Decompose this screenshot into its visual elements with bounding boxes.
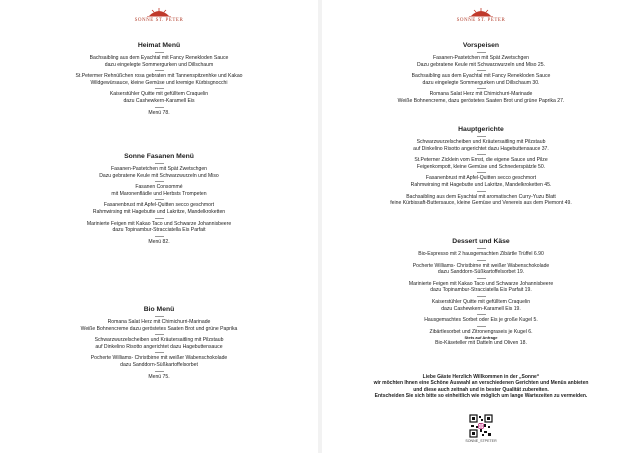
dish-line: dazu Cashewkern-Karamell Eis 19. [441, 305, 521, 312]
divider [477, 136, 486, 137]
dish-line: Bio-Espresso mit 2 hausgemachten Zibärtle Trüffel 6.90 [418, 251, 544, 257]
dish-line: Fasanenbrust mit Apfel-Quitten secco geschmort [425, 175, 537, 182]
dish-line: Bachsaibling aus dem Eyachtal mit aromatischen Curry-Yuzu Blatt [406, 193, 556, 200]
sun-logo-icon [468, 8, 494, 17]
divider [155, 218, 164, 219]
dish-line: dazu Topinambur-Stracciatella Eis Parfait [112, 227, 206, 234]
sun-logo-icon [146, 8, 172, 17]
dish-line: Wildgewürsauce, kleine Gemüse und kremige Kürbisgnocchi [90, 79, 228, 86]
dish-line: dazu eingelegte Sommergurken und Dillschaum 30. [422, 79, 540, 86]
left-menu-page [0, 0, 318, 453]
dish-line: Dazu gebratene Keule mit Schwarzwurzeln und Miso 25. [417, 61, 545, 68]
welcome-line: und diese auch zeitnah und in bester Qualität zubereiten. [413, 386, 549, 393]
section-title: Bio Menü [143, 306, 175, 313]
dish-line: Bachsaibling aus dem Eyachtal mit Fancy Renekloden Sauce [89, 55, 229, 61]
dish-line: Romana Salat Herz mit Chimichurri-Marinade [107, 319, 211, 325]
dish-line: Pocherte Williams- Christbirne mit weißer Wabenschokolade [412, 262, 550, 269]
dish-line: Fasanen-Pastetchen mit Spät Zwetschgen [111, 166, 207, 172]
dish-line: auf Dinkelino Risotto angerichtet dazu Hagebuttensauce [95, 343, 223, 350]
section-title: Hauptgerichte [458, 126, 504, 133]
logo [322, 8, 640, 23]
dish-line: Schwarzwurzelscheiben und Kräutersaitling mit Pilzstaub [94, 337, 224, 344]
section-title: Vorspeisen [462, 42, 500, 49]
divider [477, 70, 486, 71]
brand-name: SONNE ST. PETER [134, 18, 184, 23]
dish-line: Pocherte Williams- Christbirne mit weißer Wabenschokolade [90, 355, 228, 362]
section-title: Heimat Menü [137, 42, 181, 49]
instagram-qr-block [322, 414, 640, 443]
divider [477, 278, 486, 279]
divider [477, 191, 486, 192]
divider [155, 334, 164, 335]
dish-line: Kaiserstühler Quitte mit gefülltem Craquelin [109, 91, 209, 98]
dish-line: St.Petermer Rehnüßchen rosa gebraten mit Tannenspitzenhke und Kakao [75, 73, 243, 80]
fasanen-menu-section [0, 153, 318, 245]
availability-note: Stets auf Anfrage [464, 335, 498, 341]
divider [155, 181, 164, 182]
divider [155, 316, 164, 317]
divider [477, 154, 486, 155]
dish-line: Bio-Käseteller mit Datteln und Oliven 18. [435, 340, 527, 347]
dish-line: feine Kürbissaft-Buttersauce, kleine Gemüse und Venereis aus dem Piemont 49. [390, 200, 572, 207]
divider [155, 199, 164, 200]
dish-line: Bachsaibling aus dem Eyachtal mit Fancy Renekloden Sauce [411, 73, 551, 80]
dish-line: Schwarzwurzelscheiben und Kräutersaitling mit Pilzstaub [416, 139, 546, 145]
dessert-section [322, 238, 640, 347]
hauptgerichte-section [322, 126, 640, 207]
dish-line: Marinierte Feigen mit Kakao Taco und Schwarze Johannisbeere [408, 280, 554, 287]
divider [477, 296, 486, 297]
welcome-line: Entscheiden Sie sich bitte so einheitlich wie möglich um lange Wartezeiten zu vermeiden. [374, 392, 588, 399]
dish-line: Feigenkompott, kleine Gemüse und Schnederspätzle 50. [416, 163, 546, 170]
dish-line: Romana Salat Herz mit Chimichurri-Marinade [429, 91, 533, 98]
divider [477, 248, 486, 249]
dish-line: St.Peterner Zicklein vom Ernst, die eigene Sauce und Pilze [414, 157, 548, 164]
divider [155, 371, 164, 372]
dish-line: Kaiserstühler Quitte mit gefülltem Craquelin [431, 298, 531, 305]
divider [155, 52, 164, 53]
dish-line: Hausgemachtes Sorbet oder Eis je große Kugel 5. [424, 317, 538, 324]
divider [477, 314, 486, 315]
section-title: Sonne Fasanen Menü [124, 153, 194, 160]
divider [477, 52, 486, 53]
dish-line: mit Maronenflädle und Herbsts Trompeten [111, 190, 207, 197]
menu-price: Menü 82. [148, 238, 170, 245]
dish-line: dazu Topinambur-Stracciatella Eis Parfait 19. [430, 287, 532, 294]
dish-line: dazu Sanddorn-Süßkartoffelsorbet 19. [437, 269, 525, 276]
dish-line: auf Dinkelino Risotto angerichtet dazu Hagebuttensauce 37. [413, 145, 549, 152]
dish-line: Fasanen-Pastetchen mit Spät Zwetschgen [433, 55, 529, 61]
divider [155, 163, 164, 164]
brand-name: SONNE ST. PETER [456, 18, 506, 23]
divider [155, 88, 164, 89]
dish-line: dazu Cashewkern-Karamell Eis [123, 97, 195, 104]
divider [477, 260, 486, 261]
logo [0, 8, 318, 23]
dish-line: Dazu gebratene Keule mit Schwarzwurzeln und Miso [99, 172, 219, 179]
dish-line: Fasanenbrust mit Apfel-Quitten secco geschmort [103, 202, 215, 209]
menu-price: Menü 75. [148, 373, 170, 380]
bio-menu-section [0, 306, 318, 380]
dish-line: Weiße Bohnencreme, dazu geröstetes Saaten Brot und grüne Paprika 27. [397, 97, 565, 104]
heimat-menu-section [0, 42, 318, 116]
dish-line: Fasanen Consommé [135, 184, 183, 191]
divider [155, 352, 164, 353]
divider [155, 107, 164, 108]
divider [477, 88, 486, 89]
welcome-note [322, 374, 640, 399]
dish-line: Rahmwirsing mit Hagebutte und Lakritze, Mandelkroketten [92, 208, 226, 215]
section-title: Dessert und Käse [452, 238, 510, 245]
dish-line: Rahmwirsing mit Hagebutte und Lakritze, Mandelkroketten 45. [410, 181, 552, 188]
divider [155, 70, 164, 71]
menu-price: Menü 78. [148, 109, 170, 116]
welcome-line: wir möchten Ihnen eine Schöne Auswahl an verschiedenen Gerichten und Menüs anbieten [373, 380, 589, 387]
welcome-line: Liebe Gäste Herzlich Willkommen in der „Sonne“ [422, 374, 540, 380]
right-menu-page [322, 0, 640, 453]
divider [477, 326, 486, 327]
dish-line: Marinierte Feigen mit Kakao Taco und Schwarze Johannisbeere [86, 220, 232, 227]
dish-line: dazu Sanddorn-Süßkartoffelsorbet [120, 361, 198, 368]
instagram-handle: SONNE_STPETER [465, 439, 497, 443]
divider [155, 236, 164, 237]
dish-line: Weiße Bohnencreme dazu geröstetes Saaten Brot und grüne Paprika [80, 325, 238, 332]
divider [477, 172, 486, 173]
dish-line: dazu eingelegte Sommergurken und Dillschaum [104, 61, 214, 68]
dish-line: Zibärtlesorbet und Zitronengraseis je Kugel 6. [429, 328, 533, 335]
vorspeisen-section [322, 42, 640, 105]
qr-code-icon[interactable] [469, 414, 493, 438]
